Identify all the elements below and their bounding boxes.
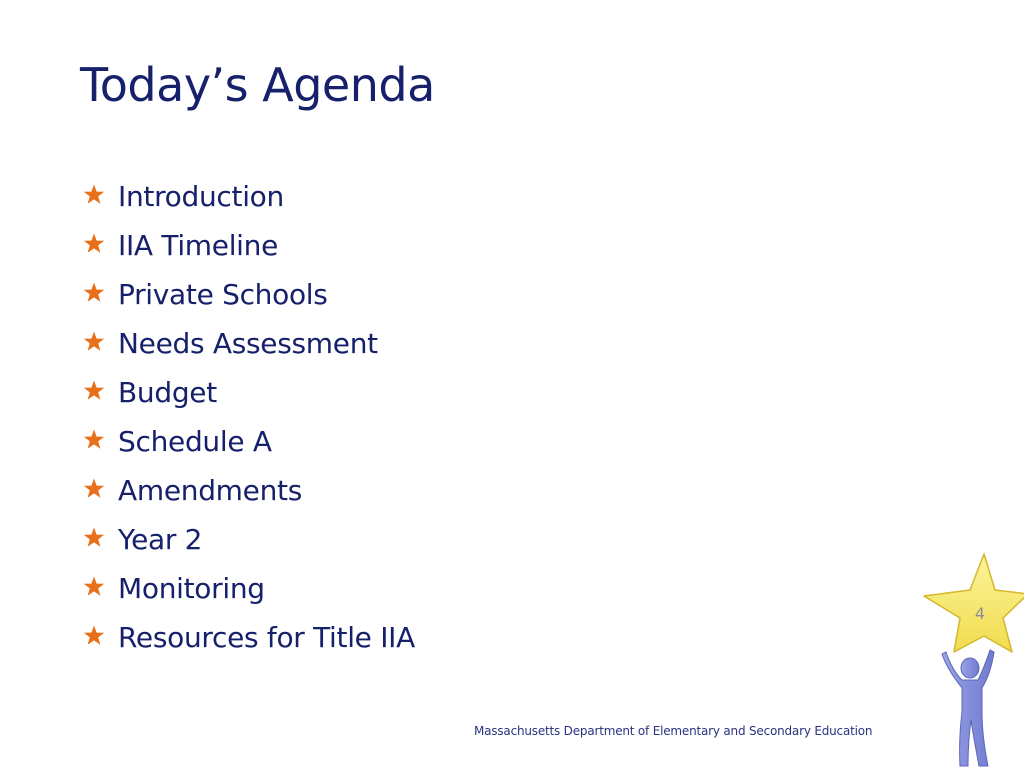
list-item	[82, 466, 415, 515]
list-item	[82, 417, 415, 466]
star-icon	[82, 477, 106, 501]
list-item	[82, 319, 415, 368]
slide-number: 4	[974, 604, 986, 623]
star-icon	[82, 183, 106, 207]
agenda-item-label: IIA Timeline	[118, 229, 279, 262]
star-icon	[82, 232, 106, 256]
list-item	[82, 515, 415, 564]
agenda-list	[82, 172, 415, 662]
list-item	[82, 270, 415, 319]
agenda-item-label: Resources for Title IIA	[118, 621, 415, 654]
star-icon	[82, 281, 106, 305]
person-holding-star-icon	[916, 552, 1024, 768]
list-item	[82, 564, 415, 613]
list-item	[82, 368, 415, 417]
agenda-item-label: Schedule A	[118, 425, 272, 458]
star-icon	[82, 526, 106, 550]
footer-organization: Massachusetts Department of Elementary and Secondary Education	[474, 724, 873, 738]
list-item	[82, 221, 415, 270]
star-icon	[82, 330, 106, 354]
agenda-item-label: Needs Assessment	[118, 327, 378, 360]
slide-title: Today’s Agenda	[80, 58, 435, 112]
star-icon	[82, 575, 106, 599]
star-icon	[82, 379, 106, 403]
star-icon	[82, 428, 106, 452]
star-icon	[82, 624, 106, 648]
agenda-item-label: Budget	[118, 376, 217, 409]
agenda-item-label: Amendments	[118, 474, 302, 507]
list-item	[82, 172, 415, 221]
agenda-item-label: Private Schools	[118, 278, 328, 311]
agenda-item-label: Year 2	[118, 523, 203, 556]
list-item	[82, 613, 415, 662]
agenda-item-label: Introduction	[118, 180, 284, 213]
agenda-item-label: Monitoring	[118, 572, 265, 605]
